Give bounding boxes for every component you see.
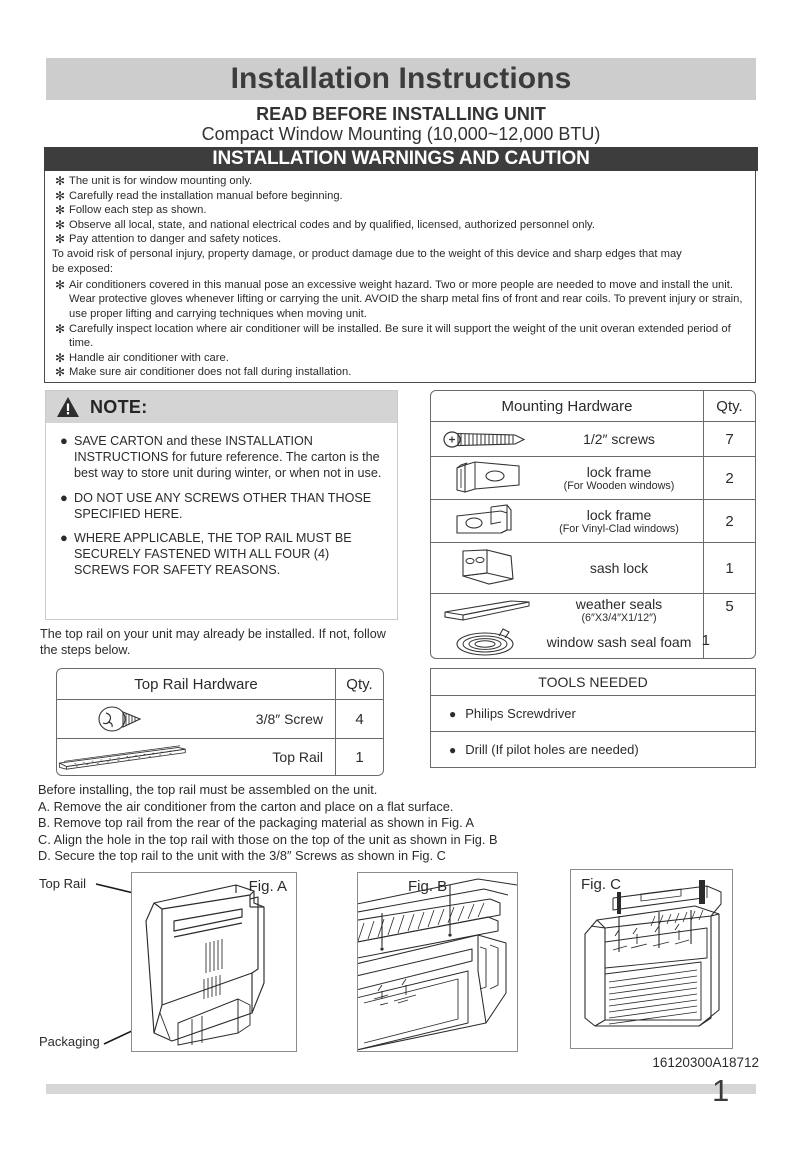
hardware-name: Top Rail — [272, 749, 323, 765]
warning-item — [51, 351, 749, 366]
table-header-row — [57, 669, 383, 699]
weather-seal-qty: 5 — [725, 598, 734, 615]
hardware-qty: 2 — [703, 500, 755, 542]
warning-item — [51, 189, 749, 204]
sash-lock-icon — [431, 543, 543, 593]
warning-text: Observe all local, state, and national electrical codes and by qualified, licensed, authorized personnel only. — [69, 218, 595, 231]
warning-triangle-icon — [56, 396, 80, 418]
note-header — [46, 391, 397, 423]
table-row — [57, 699, 383, 738]
asterisk-icon: ✻ — [54, 350, 66, 365]
figure-a-label: Fig. A — [248, 878, 287, 895]
note-body — [46, 423, 397, 579]
hardware-name: sash lock — [589, 560, 649, 576]
hardware-label — [543, 431, 703, 447]
subtitle-read-before: READ BEFORE INSTALLING UNIT — [256, 104, 546, 124]
hardware-name: lock frame — [586, 506, 652, 523]
table-row — [431, 695, 755, 731]
figure-b — [357, 872, 518, 1052]
callout-packaging: Packaging — [39, 1034, 100, 1049]
top-rail-hardware-table — [56, 668, 384, 776]
figure-a — [131, 872, 297, 1052]
table-header-row — [431, 669, 755, 695]
warning-text: Carefully read the installation manual before beginning. — [69, 189, 343, 202]
note-item — [60, 490, 385, 522]
warning-item — [51, 232, 749, 247]
foam-qty: 1 — [701, 632, 710, 649]
step-a: A. Remove the air conditioner from the carton and place on a flat surface. — [38, 798, 454, 814]
warning-text: Make sure air conditioner does not fall during installation. — [69, 366, 352, 379]
warning-item — [51, 278, 749, 322]
hardware-label — [543, 634, 703, 650]
hardware-qty-cell — [703, 594, 755, 658]
warning-text: Carefully inspect location where air conditioner will be installed. Be sure it will support the weight of the unit overan extended period of time. — [69, 322, 731, 350]
weather-seal-icon — [431, 594, 543, 626]
bullet-icon: ● — [449, 742, 457, 757]
tool-name: Drill (If pilot holes are needed) — [465, 742, 639, 757]
bullet-icon: ● — [449, 706, 457, 721]
warnings-box — [44, 171, 756, 383]
seal-foam-coil-icon — [431, 626, 543, 658]
footer-bar — [46, 1084, 756, 1094]
figure-a-illustration — [132, 873, 296, 1051]
tools-needed-header: TOOLS NEEDED — [538, 674, 648, 690]
tool-name: Philips Screwdriver — [465, 706, 576, 721]
lock-frame-vinyl-icon — [431, 500, 543, 542]
bullet-icon: ● — [60, 489, 68, 505]
note-item-text: DO NOT USE ANY SCREWS OTHER THAN THOSE SPECIFIED HERE. — [74, 490, 372, 521]
page-title: Installation Instructions — [230, 62, 572, 95]
asterisk-icon: ✻ — [54, 232, 66, 247]
hardware-name: window sash seal foam — [546, 634, 692, 650]
screw-icon — [431, 422, 543, 456]
warning-text: The unit is for window mounting only. — [69, 175, 253, 187]
hardware-name: 3/8″ Screw — [255, 711, 323, 727]
page-number: 1 — [712, 1073, 730, 1108]
warning-paragraph-line2: be exposed: — [52, 263, 113, 276]
top-rail-icon — [57, 739, 187, 775]
top-rail-intro-text: The top rail on your unit may already be installed. If not, follow the steps below. — [40, 627, 386, 657]
bullet-icon: ● — [60, 530, 68, 546]
warning-item — [51, 322, 749, 351]
hardware-label — [543, 560, 703, 576]
table-row — [431, 421, 755, 456]
warning-text: Air conditioners covered in this manual pose an excessive weight hazard. Two or more people are needed to move and install the unit. Wear protective gloves whenever lifting or carrying the unit. AVOID the sharp metal fins of front and rear coils. To prevent injury or strain, use proper lifting and carrying techniques when moving unit. — [69, 278, 743, 320]
mounting-hardware-header: Mounting Hardware — [501, 397, 633, 415]
step-d: D. Secure the top rail to the unit with the 3/8″ Screws as shown in Fig. C — [38, 848, 446, 864]
warning-item — [51, 203, 749, 218]
table-row — [431, 593, 755, 658]
hardware-name: lock frame — [586, 463, 652, 480]
asterisk-icon: ✻ — [54, 217, 66, 232]
asterisk-icon: ✻ — [54, 277, 66, 292]
warning-item — [51, 174, 749, 189]
warning-text: Handle air conditioner with care. — [69, 351, 229, 364]
hardware-label — [543, 596, 703, 625]
callout-top-rail: Top Rail — [39, 876, 86, 891]
warning-text: Follow each step as shown. — [69, 204, 207, 217]
step-b: B. Remove top rail from the rear of the packaging material as shown in Fig. A — [38, 815, 475, 831]
warning-text: Pay attention to danger and safety notices. — [69, 233, 282, 246]
qty-header: Qty. — [703, 391, 755, 421]
top-rail-hardware-header: Top Rail Hardware — [134, 675, 258, 693]
figure-c-illustration — [571, 870, 732, 1048]
hardware-sub: (For Vinyl-Clad windows) — [559, 522, 679, 535]
asterisk-icon: ✻ — [54, 188, 66, 203]
asterisk-icon: ✻ — [54, 321, 66, 336]
figure-c — [570, 869, 733, 1049]
asterisk-icon: ✻ — [54, 174, 66, 188]
hardware-sub: (For Wooden windows) — [563, 479, 675, 492]
hardware-qty: 7 — [703, 422, 755, 456]
qty-header: Qty. — [335, 669, 383, 699]
table-header-row — [431, 391, 755, 421]
hardware-name: 1/2″ screws — [583, 431, 655, 447]
hardware-qty: 1 — [703, 543, 755, 593]
document-number: 16120300A18712 — [652, 1055, 759, 1070]
table-row — [431, 499, 755, 542]
figure-c-label: Fig. C — [581, 876, 622, 893]
note-item — [60, 530, 385, 579]
hardware-label — [543, 507, 703, 536]
hardware-sub: (6″X3/4″X1/12″) — [581, 611, 657, 624]
hardware-name: weather seals — [575, 595, 663, 612]
note-title: NOTE: — [90, 396, 148, 417]
warning-item — [51, 218, 749, 233]
table-row — [431, 542, 755, 593]
bullet-icon: ● — [60, 433, 68, 448]
warning-item — [51, 365, 749, 380]
warnings-banner: INSTALLATION WARNINGS AND CAUTION — [44, 147, 758, 171]
hardware-qty: 2 — [703, 457, 755, 499]
window-sash-seal-foam-row — [431, 626, 710, 658]
hardware-qty: 1 — [335, 739, 383, 775]
hardware-label — [543, 464, 703, 493]
asterisk-icon: ✻ — [54, 365, 66, 380]
note-item-text: SAVE CARTON and these INSTALLATION INSTRUCTIONS for future reference. The carton is the best way to store unit during winter, or when not in use. — [74, 434, 382, 481]
note-box — [45, 390, 398, 620]
assembly-steps — [38, 782, 638, 865]
table-row — [431, 456, 755, 499]
hardware-qty: 4 — [335, 700, 383, 738]
step-c: C. Align the hole in the top rail with those on the top of the unit as shown in Fig. B — [38, 831, 498, 847]
tools-needed-table — [430, 668, 756, 768]
figure-b-illustration — [358, 873, 517, 1051]
steps-intro: Before installing, the top rail must be assembled on the unit. — [38, 782, 378, 797]
weather-seal-row — [431, 594, 703, 626]
screw-head-icon — [57, 700, 187, 738]
warning-paragraph-line1: To avoid risk of personal injury, property damage, or product damage due to the weight of this device and sharp edges that may — [52, 247, 682, 260]
mounting-hardware-table — [430, 390, 756, 659]
table-row — [57, 738, 383, 775]
asterisk-icon: ✻ — [54, 203, 66, 218]
note-item — [60, 433, 385, 482]
subtitle-model-range: Compact Window Mounting (10,000~12,000 BTU) — [201, 124, 601, 144]
table-row — [431, 731, 755, 767]
note-item-text: WHERE APPLICABLE, THE TOP RAIL MUST BE SECURELY FASTENED WITH ALL FOUR (4) SCREWS FOR SAFETY REASONS. — [74, 531, 352, 578]
lock-frame-wooden-icon — [431, 457, 543, 499]
figure-b-label: Fig. B — [408, 878, 448, 895]
